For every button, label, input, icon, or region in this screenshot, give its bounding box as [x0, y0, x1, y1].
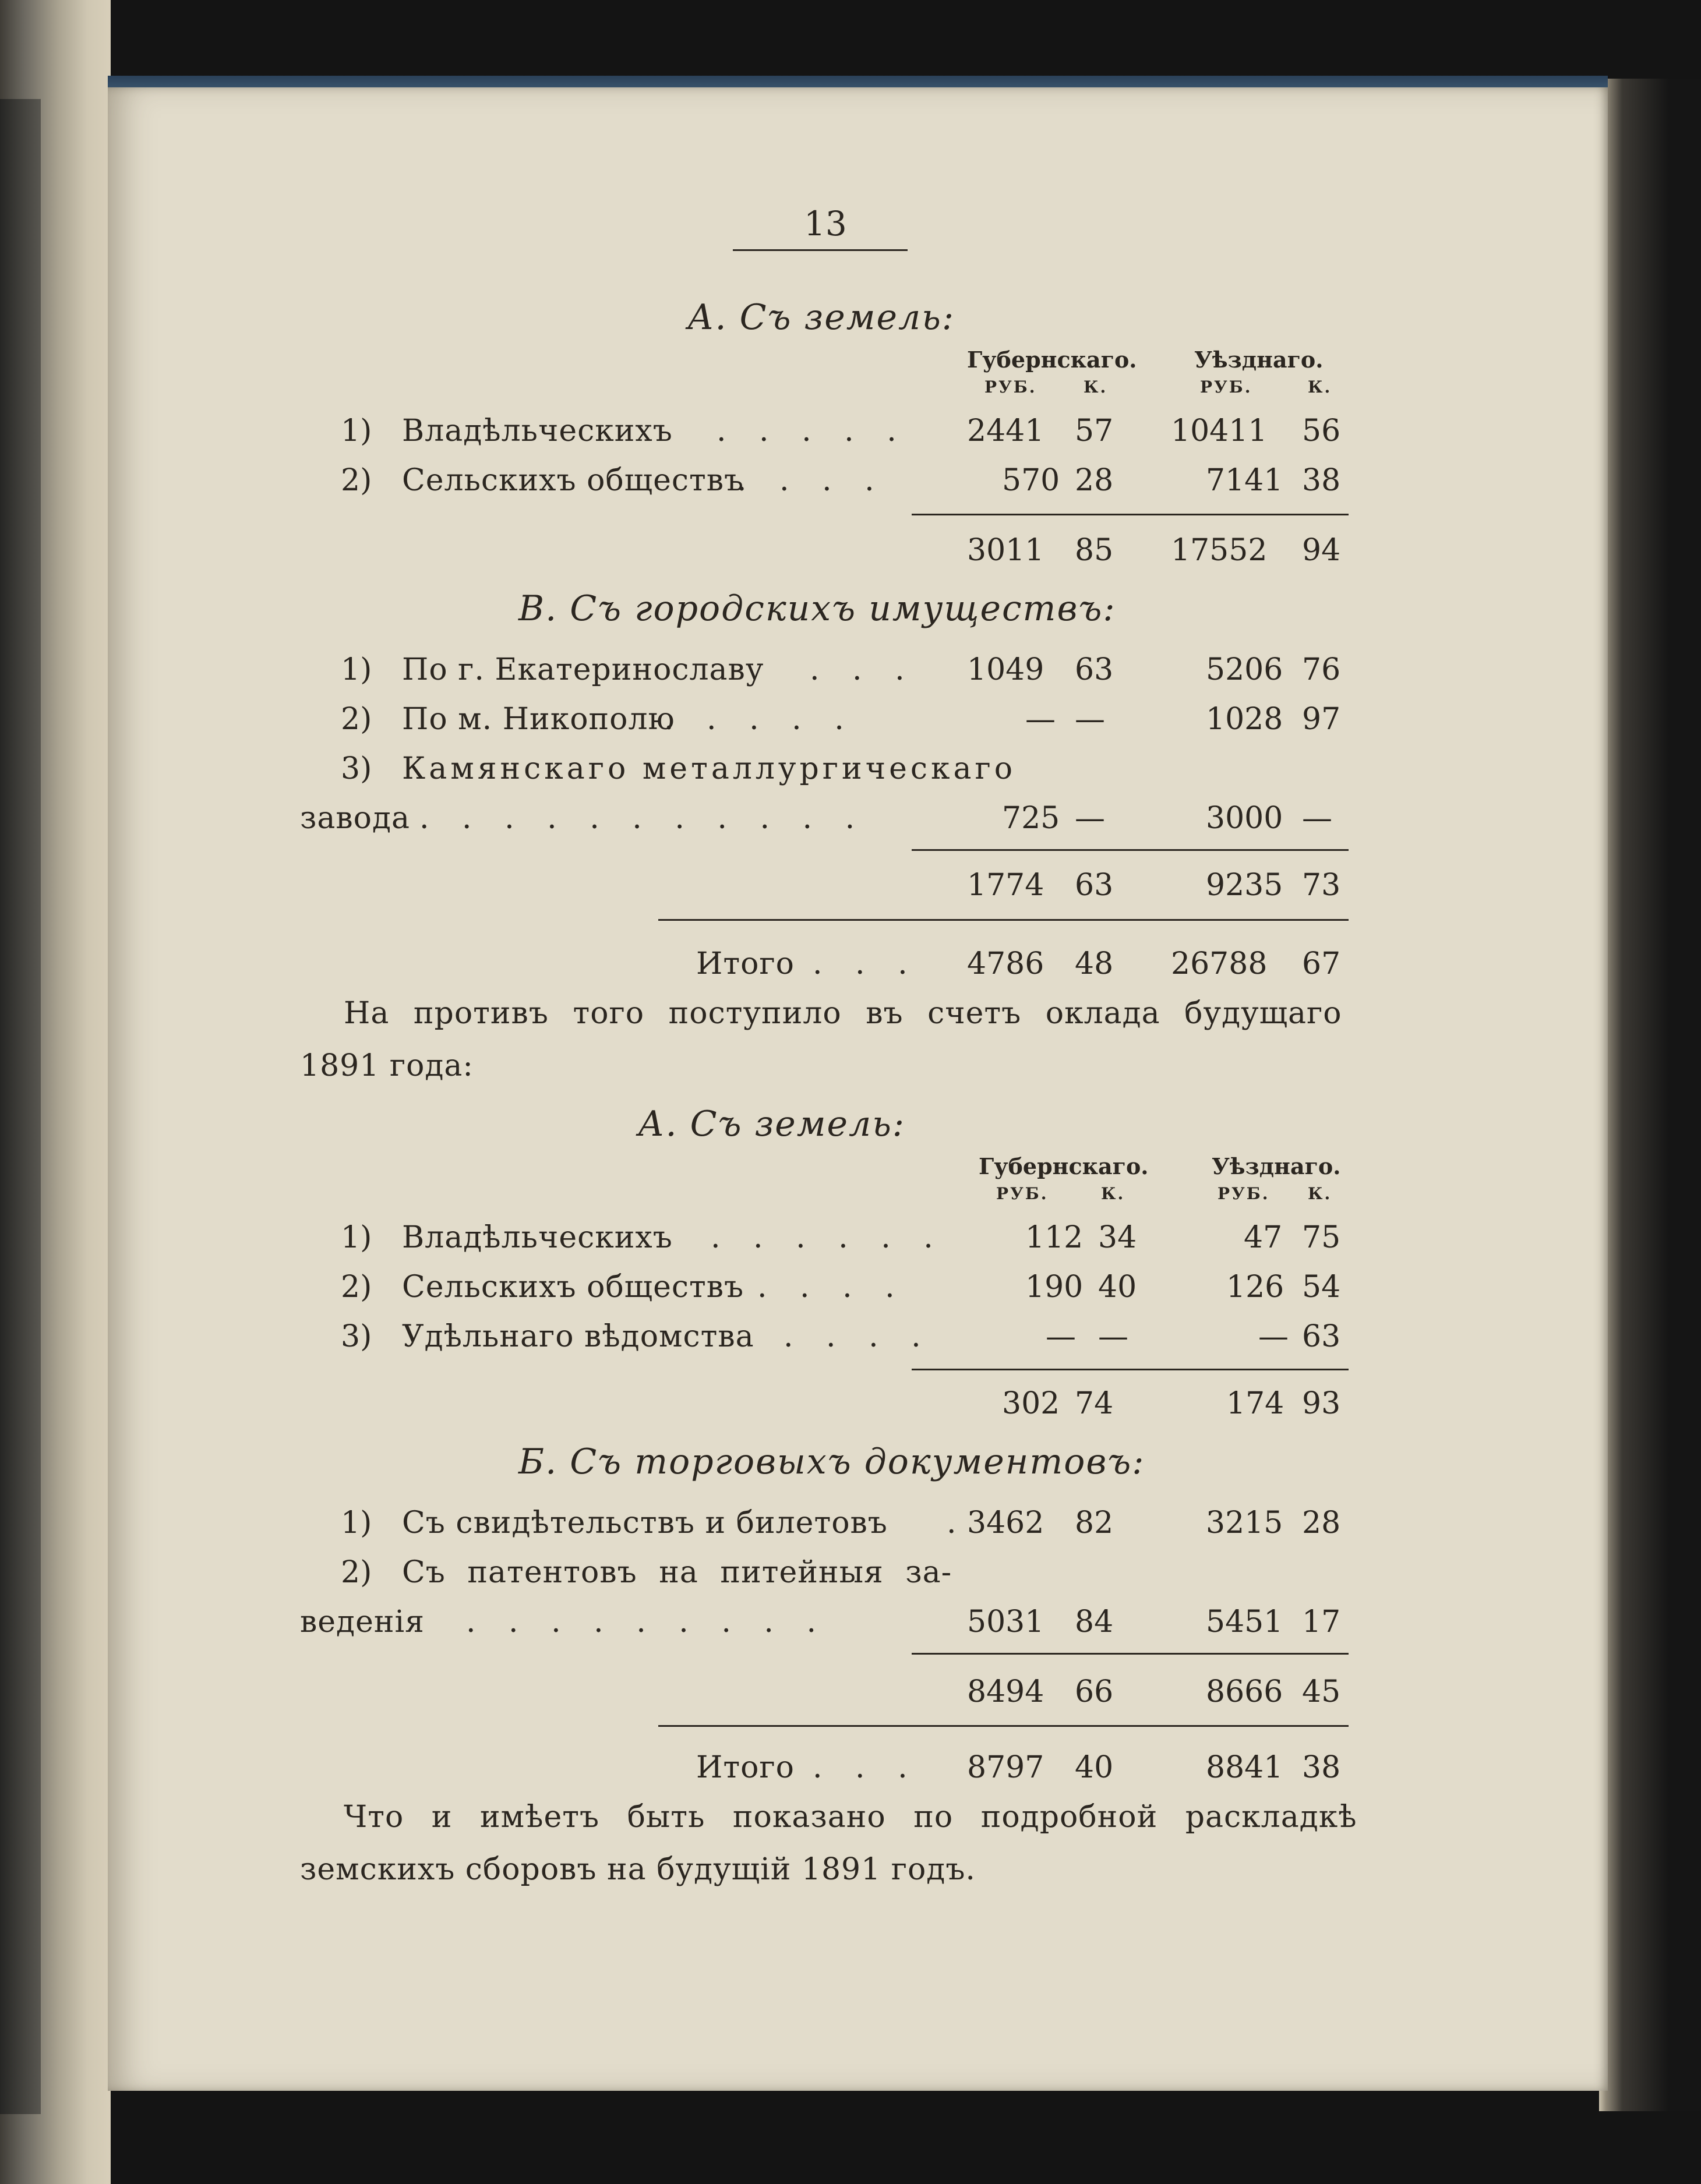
row-number: 1)	[341, 652, 372, 687]
table-row	[0, 1264, 1701, 1310]
table-row	[0, 1599, 1701, 1645]
gub-rub: 2441	[967, 414, 1044, 448]
uezd-rub: 3000	[1206, 801, 1283, 836]
header-col-uezd: Уѣзднаго.	[1212, 1153, 1341, 1179]
table-row	[0, 457, 1701, 504]
subtotal-row	[0, 862, 1701, 909]
uezd-rub: 26788	[1171, 946, 1268, 981]
uezd-kop: 76	[1302, 652, 1341, 687]
section-a2-title: А. Съ земель:	[638, 1104, 906, 1144]
uezd-kop: 45	[1302, 1674, 1341, 1709]
table-row	[0, 1313, 1701, 1360]
uezd-rub: 1028	[1206, 702, 1283, 737]
paragraph-line: земскихъ сборовъ на будущій 1891 годъ.	[300, 1852, 976, 1887]
leader-dots: . . .	[810, 652, 916, 687]
section-b2-title: Б. Съ торговыхъ документовъ:	[518, 1441, 1145, 1482]
row-number: 3)	[341, 751, 372, 786]
page-number-rule	[733, 249, 908, 251]
unit-kop: К.	[1308, 1184, 1332, 1203]
total-row	[0, 1744, 1701, 1791]
leader-dots: . . . . . . . . . . .	[419, 801, 867, 836]
gub-rub: 5031	[967, 1605, 1044, 1639]
gub-kop: 82	[1075, 1506, 1114, 1540]
unit-rub: РУБ.	[1217, 1184, 1270, 1203]
uezd-rub: 10411	[1171, 414, 1268, 448]
row-number: 1)	[341, 1220, 372, 1255]
unit-rub: РУБ.	[984, 377, 1037, 397]
subtotal-rule	[912, 849, 1349, 851]
gub-kop: 63	[1075, 868, 1114, 903]
row-label: Владѣльческихъ	[402, 414, 673, 448]
uezd-rub: 47	[1244, 1220, 1283, 1255]
leader-dots: . . . .	[737, 463, 886, 498]
uezd-rub: —	[1258, 1319, 1289, 1354]
leader-dots: . . . .	[784, 1319, 933, 1354]
row-label: Сельскихъ обществъ	[402, 463, 744, 498]
uezd-kop: 67	[1302, 946, 1341, 981]
gub-kop: 84	[1075, 1605, 1114, 1639]
subtotal-rule	[912, 1653, 1349, 1655]
unit-kop: К.	[1084, 377, 1108, 397]
gub-rub: —	[1025, 702, 1056, 737]
gub-kop: —	[1075, 702, 1105, 737]
uezd-rub: 5206	[1206, 652, 1283, 687]
gub-rub: 4786	[967, 946, 1044, 981]
gub-rub: —	[1046, 1319, 1076, 1354]
gub-kop: 63	[1075, 652, 1114, 687]
uezd-rub: 3215	[1206, 1506, 1283, 1540]
row-number: 2)	[341, 1270, 372, 1305]
total-label: Итого	[696, 1750, 795, 1785]
row-number: 2)	[341, 1555, 372, 1590]
unit-kop: К.	[1101, 1184, 1125, 1203]
unit-kop: К.	[1308, 377, 1332, 397]
gub-rub: 302	[1002, 1386, 1060, 1421]
gub-kop: —	[1075, 801, 1105, 836]
uezd-kop: 54	[1302, 1270, 1341, 1305]
uezd-kop: 94	[1302, 533, 1341, 568]
uezd-rub: 17552	[1171, 533, 1268, 568]
subtotal-rule	[912, 514, 1349, 515]
uezd-kop: 38	[1302, 1750, 1341, 1785]
leader-dots: . . .	[813, 946, 919, 981]
unit-rub: РУБ.	[1200, 377, 1252, 397]
gub-rub: 725	[1002, 801, 1060, 836]
section-b1-title: В. Съ городскихъ имуществъ:	[518, 588, 1116, 629]
uezd-kop: 17	[1302, 1605, 1341, 1639]
total-rule	[658, 1725, 1349, 1727]
gub-rub: 3462	[967, 1506, 1044, 1540]
table-row	[0, 1214, 1701, 1261]
page-number: 13	[804, 204, 847, 243]
row-label: Удѣльнаго вѣдомства	[402, 1319, 754, 1354]
paragraph-line: 1891 года:	[300, 1048, 474, 1083]
paragraph-line: На противъ того поступило въ счетъ оклада будущаго	[344, 996, 1342, 1031]
binding-strip	[0, 99, 41, 2114]
subtotal-rule	[912, 1369, 1349, 1370]
row-number: 1)	[341, 1506, 372, 1540]
gub-rub: 3011	[967, 533, 1044, 568]
gub-kop: 34	[1098, 1220, 1137, 1255]
unit-rub: РУБ.	[996, 1184, 1049, 1203]
gub-kop: 28	[1075, 463, 1114, 498]
gub-kop: 66	[1075, 1674, 1114, 1709]
leader-dots: .	[947, 1506, 968, 1540]
gub-kop: —	[1098, 1319, 1128, 1354]
uezd-kop: 38	[1302, 463, 1341, 498]
table-row	[0, 795, 1701, 842]
leader-dots: . . . . . . . . .	[466, 1605, 828, 1639]
uezd-rub: 8666	[1206, 1674, 1283, 1709]
uezd-kop: 56	[1302, 414, 1341, 448]
row-number: 3)	[341, 1319, 372, 1354]
gub-kop: 74	[1075, 1386, 1114, 1421]
row-number: 2)	[341, 702, 372, 737]
row-label: Съ патентовъ на питейныя за-	[402, 1555, 952, 1590]
subtotal-row	[0, 527, 1701, 574]
total-row	[0, 941, 1701, 987]
row-number: 1)	[341, 414, 372, 448]
gub-rub: 190	[1025, 1270, 1084, 1305]
gub-rub: 8797	[967, 1750, 1044, 1785]
row-label: Съ свидѣтельствъ и билетовъ	[402, 1506, 888, 1540]
paragraph-line: Что и имѣетъ быть показано по подробной раскладкѣ	[344, 1800, 1357, 1835]
leader-dots: . . . . .	[664, 702, 856, 737]
uezd-kop: 93	[1302, 1386, 1341, 1421]
table-row	[0, 696, 1701, 743]
table-row	[0, 1549, 1701, 1596]
uezd-rub: 7141	[1206, 463, 1283, 498]
row-label-continued: завода	[300, 801, 410, 836]
uezd-kop: 75	[1302, 1220, 1341, 1255]
uezd-rub: 126	[1226, 1270, 1284, 1305]
row-label: Сельскихъ обществъ	[402, 1270, 744, 1305]
gub-rub: 570	[1002, 463, 1060, 498]
leader-dots: . . . .	[757, 1270, 906, 1305]
row-number: 2)	[341, 463, 372, 498]
gub-rub: 1774	[967, 868, 1044, 903]
uezd-rub: 174	[1226, 1386, 1284, 1421]
leader-dots: . . . . . .	[711, 1220, 945, 1255]
gub-kop: 85	[1075, 533, 1114, 568]
header-col-gubernia: Губернскаго.	[967, 347, 1137, 373]
uezd-kop: 97	[1302, 702, 1341, 737]
uezd-rub: 5451	[1206, 1605, 1283, 1639]
total-label: Итого	[696, 946, 795, 981]
table-row	[0, 408, 1701, 454]
uezd-rub: 9235	[1206, 868, 1283, 903]
uezd-kop: 73	[1302, 868, 1341, 903]
row-label-continued: веденія	[300, 1605, 425, 1639]
gub-kop: 57	[1075, 414, 1114, 448]
leader-dots: . . . . .	[717, 414, 908, 448]
gub-rub: 8494	[967, 1674, 1044, 1709]
header-col-uezd: Уѣзднаго.	[1194, 347, 1324, 373]
subtotal-row	[0, 1669, 1701, 1715]
uezd-kop: 28	[1302, 1506, 1341, 1540]
gub-rub: 112	[1025, 1220, 1084, 1255]
total-rule	[658, 919, 1349, 921]
table-row	[0, 1500, 1701, 1546]
row-label: Камянскаго металлургическаго	[402, 751, 1017, 786]
subtotal-row	[0, 1380, 1701, 1427]
gub-rub: 1049	[967, 652, 1044, 687]
header-col-gubernia: Губернскаго.	[979, 1153, 1149, 1179]
gub-kop: 48	[1075, 946, 1114, 981]
uezd-rub: 8841	[1206, 1750, 1283, 1785]
row-label: По м. Никополю	[402, 702, 675, 737]
table-row	[0, 745, 1701, 792]
uezd-kop: 63	[1302, 1319, 1341, 1354]
gub-kop: 40	[1098, 1270, 1137, 1305]
leader-dots: . . .	[813, 1750, 919, 1785]
section-a1-title: А. Съ земель:	[687, 297, 955, 338]
row-label: По г. Екатеринославу	[402, 652, 764, 687]
right-page-edge	[1599, 79, 1701, 2111]
gub-kop: 40	[1075, 1750, 1114, 1785]
row-label: Владѣльческихъ	[402, 1220, 673, 1255]
table-row	[0, 646, 1701, 693]
uezd-kop: —	[1302, 801, 1332, 836]
